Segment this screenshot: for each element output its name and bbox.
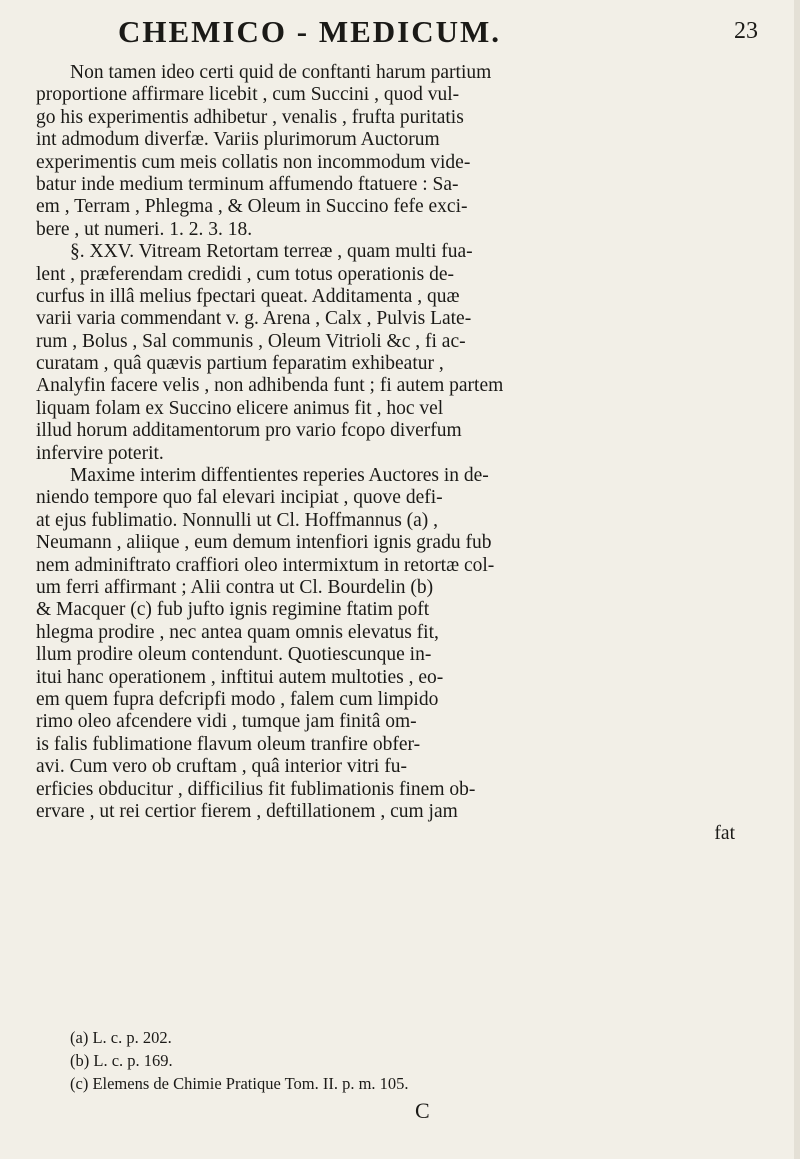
page-edge — [794, 0, 800, 1159]
text-line: rimo oleo afcendere vidi , tumque jam finitâ om- — [36, 711, 417, 733]
footnote: (a) L. c. p. 202. — [70, 1028, 172, 1047]
text-line: itui hanc operationem , inftitui autem multoties , eo- — [36, 666, 444, 688]
text-line: em quem fupra defcripfi modo , falem cum limpido — [36, 688, 439, 710]
text-line: niendo tempore quo fal elevari incipiat , quove defi- — [36, 487, 443, 509]
text-line: Maxime interim diffentientes reperies Auctores in de- — [70, 465, 489, 487]
text-line: rum , Bolus , Sal communis , Oleum Vitrioli &c , fi ac- — [36, 330, 466, 352]
text-line: experimentis cum meis collatis non incommodum vide- — [36, 151, 471, 173]
text-line: go his experimentis adhibetur , venalis , frufta puritatis — [36, 106, 464, 128]
page-header — [118, 14, 758, 58]
text-line: hlegma prodire , nec antea quam omnis elevatus fit, — [36, 621, 439, 643]
text-line: §. XXV. Vitream Retortam terreæ , quam multi fua- — [70, 241, 473, 263]
signature-mark: C — [415, 1098, 430, 1123]
text-line: is falis fublimatione flavum oleum tranfire obfer- — [36, 733, 421, 755]
text-line: int admodum diverfæ. Variis plurimorum Auctorum — [36, 129, 440, 151]
text-line: curatam , quâ quævis partium feparatim exhibeatur , — [36, 353, 444, 375]
text-line: lent , præferendam credidi , cum totus operationis de- — [36, 263, 455, 285]
running-title: CHEMICO - MEDICUM. — [118, 14, 501, 49]
text-line: bere , ut numeri. 1. 2. 3. 18. — [36, 218, 253, 240]
page-number: 23 — [734, 18, 758, 44]
text-line: llum prodire oleum contendunt. Quotiescunque in- — [36, 644, 432, 666]
text-line: Neumann , aliique , eum demum intenfiori ignis gradu fub — [36, 532, 492, 554]
text-line: ervare , ut rei certior fierem , deftillationem , cum jam — [36, 800, 458, 822]
text-line: Analyfin facere velis , non adhibenda funt ; fi autem partem — [36, 375, 504, 397]
text-line: & Macquer (c) fub jufto ignis regimine ftatim poft — [36, 599, 430, 621]
body-text — [0, 62, 790, 846]
footnote: (b) L. c. p. 169. — [70, 1051, 173, 1070]
text-line: em , Terram , Phlegma , & Oleum in Succino fefe exci- — [36, 196, 468, 218]
text-line: erficies obducitur , difficilius fit fublimationis finem ob- — [36, 778, 476, 800]
text-line: at ejus fublimatio. Nonnulli ut Cl. Hoffmannus (a) , — [36, 509, 439, 531]
text-line: liquam folam ex Succino elicere animus fit , hoc vel — [36, 397, 444, 419]
text-line: batur inde medium terminum affumendo ftatuere : Sa- — [36, 173, 459, 195]
text-line: illud horum additamentorum pro vario fcopo diverfum — [36, 420, 462, 442]
text-line: nem adminiftrato craffiori oleo intermixtum in retortæ col- — [36, 554, 495, 576]
text-line: um ferri affirmant ; Alii contra ut Cl. Bourdelin (b) — [36, 576, 434, 598]
text-line: varii varia commendant v. g. Arena , Calx , Pulvis Late- — [36, 308, 472, 330]
text-line: proportione affirmare licebit , cum Succini , quod vul- — [36, 84, 460, 106]
text-line: Non tamen ideo certi quid de conftanti harum partium — [70, 62, 492, 83]
catchword: fat — [714, 823, 735, 845]
footnote: (c) Elemens de Chimie Pratique Tom. II. p. m. 105. — [70, 1074, 409, 1093]
text-line: avi. Cum vero ob cruftam , quâ interior vitri fu- — [36, 756, 407, 778]
text-line: infervire poterit. — [36, 442, 164, 464]
footnotes — [0, 1026, 790, 1095]
text-line: curfus in illâ melius fpectari queat. Additamenta , quæ — [36, 285, 460, 307]
